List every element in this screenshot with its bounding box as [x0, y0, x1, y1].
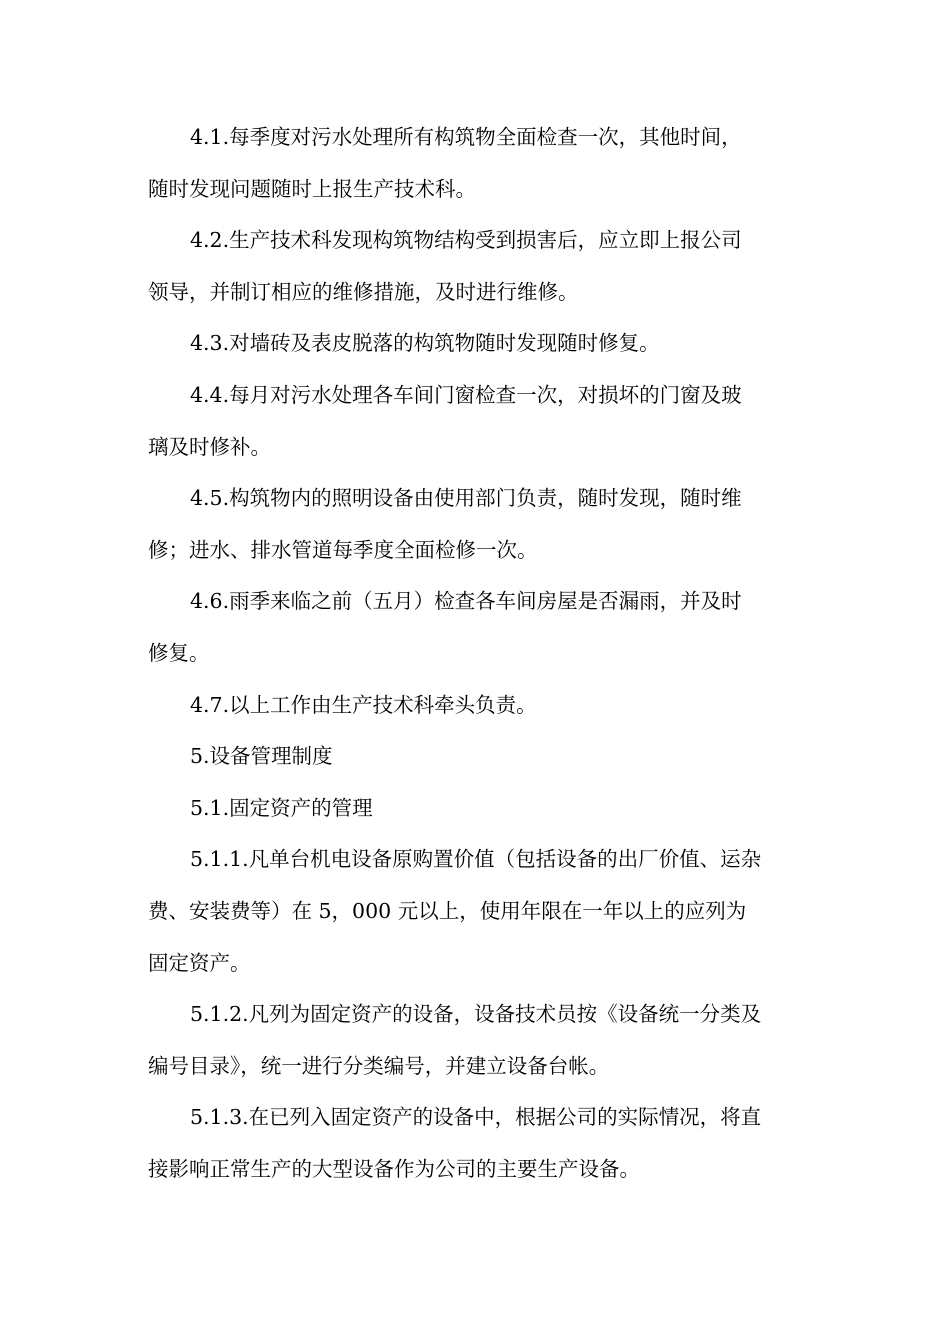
text-line: 4.7.以上工作由生产技术科牵头负责。 — [190, 692, 537, 717]
paragraph-4-7 — [148, 680, 808, 732]
text-line: 修；进水、排水管道每季度全面检修一次。 — [148, 537, 538, 562]
text-line: 随时发现问题随时上报生产技术科。 — [148, 176, 476, 201]
section-heading-5 — [148, 731, 808, 783]
text-line: 接影响正常生产的大型设备作为公司的主要生产设备。 — [148, 1156, 640, 1181]
text-line: 4.2.生产技术科发现构筑物结构受到损害后，应立即上报公司 — [190, 228, 742, 253]
text-line: 费、安装费等）在 5，000 元以上，使用年限在一年以上的应列为 — [148, 898, 747, 923]
text-line: 5.1.3.在已列入固定资产的设备中，根据公司的实际情况，将直 — [190, 1105, 762, 1130]
text-line: 编号目录》，统一进行分类编号，并建立设备台帐。 — [148, 1053, 610, 1078]
text-line: 固定资产。 — [148, 950, 251, 975]
text-line: 5.1.2.凡列为固定资产的设备，设备技术员按《设备统一分类及 — [190, 1002, 762, 1027]
text-line: 5.1.固定资产的管理 — [190, 795, 373, 820]
paragraph-4-3 — [148, 318, 808, 370]
text-line: 4.3.对墙砖及表皮脱落的构筑物随时发现随时修复。 — [190, 331, 660, 356]
paragraph-5-1-2 — [148, 989, 808, 1092]
paragraph-5-1-1 — [148, 834, 808, 989]
paragraph-5-1-3 — [148, 1092, 808, 1195]
text-line: 璃及时修补。 — [148, 434, 271, 459]
text-line: 修复。 — [148, 640, 210, 665]
paragraph-4-6 — [148, 576, 808, 679]
text-line: 4.4.每月对污水处理各车间门窗检查一次，对损坏的门窗及玻 — [190, 382, 742, 407]
document-body — [148, 112, 808, 1195]
text-line: 5.1.1.凡单台机电设备原购置价值（包括设备的出厂价值、运杂 — [190, 847, 762, 872]
paragraph-4-1 — [148, 112, 808, 215]
text-line: 4.1.每季度对污水处理所有构筑物全面检查一次，其他时间， — [190, 125, 742, 149]
text-line: 领导，并制订相应的维修措施，及时进行维修。 — [148, 279, 579, 304]
text-line: 4.5.构筑物内的照明设备由使用部门负责，随时发现，随时维 — [190, 486, 742, 511]
text-line: 5.设备管理制度 — [190, 744, 333, 769]
paragraph-4-4 — [148, 370, 808, 473]
section-heading-5-1 — [148, 783, 808, 835]
paragraph-4-2 — [148, 215, 808, 318]
paragraph-4-5 — [148, 473, 808, 576]
text-line: 4.6.雨季来临之前（五月）检查各车间房屋是否漏雨，并及时 — [190, 589, 742, 614]
